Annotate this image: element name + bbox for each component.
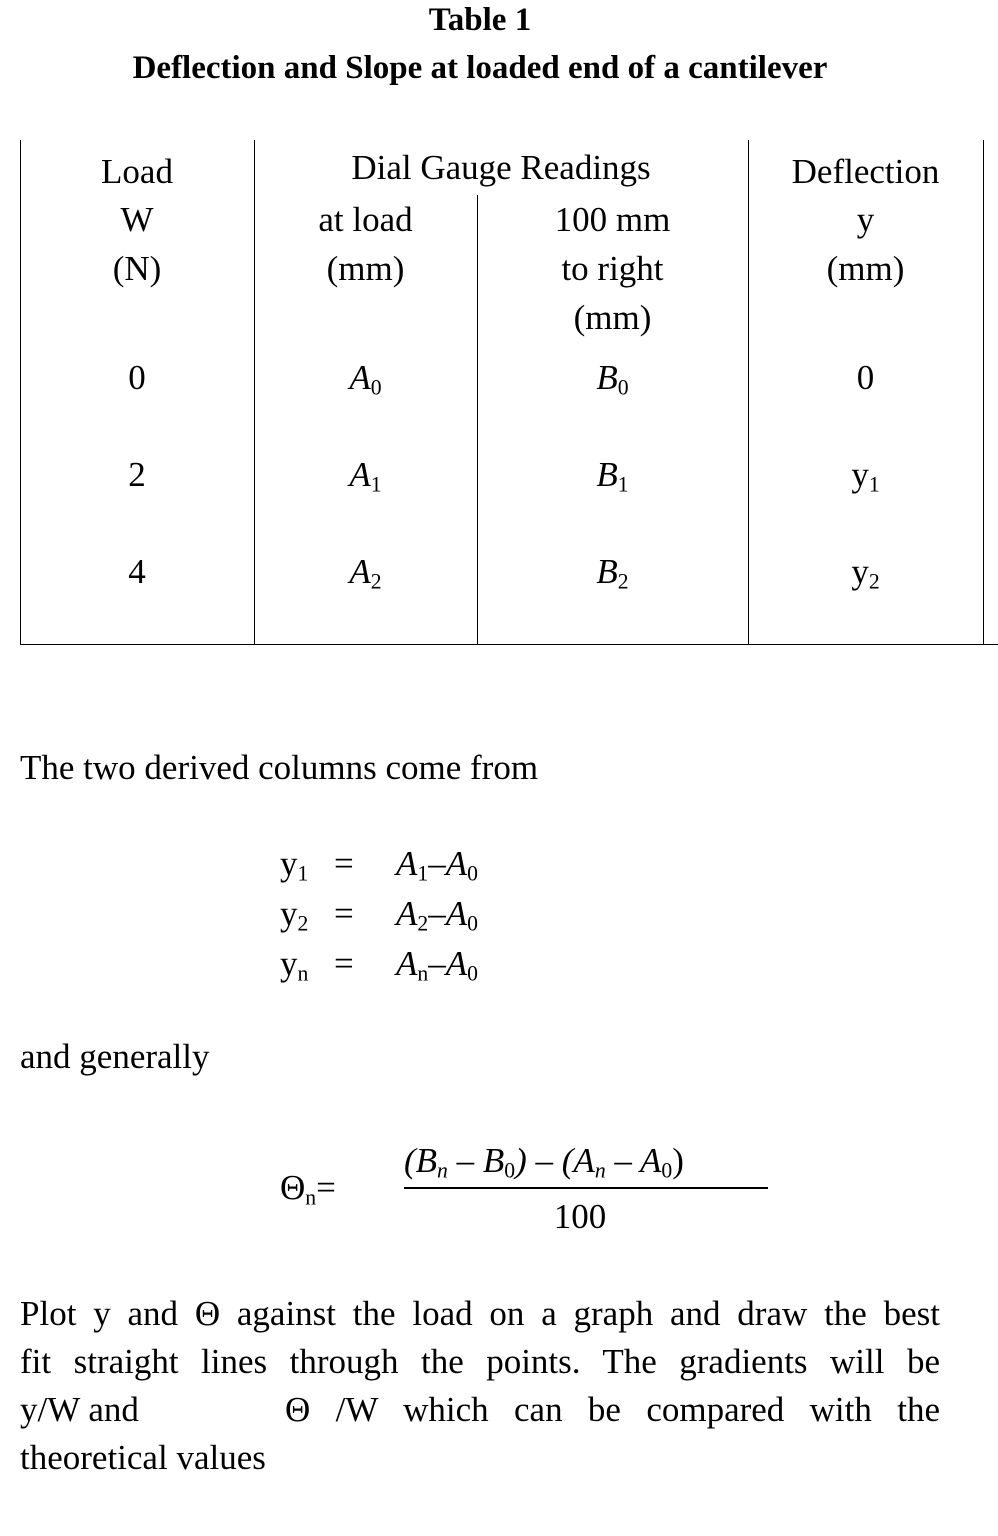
theta-denominator: 100 [553, 1197, 607, 1236]
fraction-bar [404, 1187, 768, 1189]
row-1-deflection: $y_1$ [851, 455, 880, 497]
table-border-right [983, 140, 984, 645]
header-right-label: to right [561, 249, 664, 288]
theta-numerator: $(B_n - B_0) - (A_n - A_0)$ [404, 1141, 684, 1183]
equation-y2: $y_2$ = $A_2-A_0$ [280, 894, 478, 936]
conclusion-line-3a: y/W and [20, 1390, 139, 1429]
header-load-symbol: W [120, 200, 154, 239]
conclusion-line-2: fit straight lines through the points. The gradients will be [20, 1342, 940, 1381]
row-2-at-load: $A_2$ [349, 552, 382, 594]
conclusion-line-4: theoretical values [20, 1438, 266, 1477]
row-2-right: $B_2$ [596, 552, 629, 594]
row-2-deflection: $y_2$ [851, 552, 880, 594]
table-subtitle: Deflection and Slope at loaded end of a cantilever [132, 50, 828, 86]
header-at-load-unit: (mm) [326, 249, 405, 288]
general-text: and generally [20, 1037, 210, 1076]
header-right-distance: 100 mm [554, 200, 671, 239]
conclusion-line-3 [20, 1386, 940, 1434]
header-deflection-symbol: y [856, 200, 875, 239]
header-dial-gauge: Dial Gauge Readings [351, 148, 651, 187]
row-0-load: 0 [128, 358, 146, 397]
theta-lhs: $\Theta_n=$ [280, 1168, 336, 1210]
conclusion-paragraph [20, 1290, 940, 1482]
row-0-at-load: $A_0$ [349, 358, 382, 400]
header-deflection: Deflection [791, 152, 940, 191]
row-0-right: $B_0$ [596, 358, 629, 400]
header-right-unit: (mm) [573, 298, 652, 337]
table-border-bottom [20, 644, 998, 645]
row-1-at-load: $A_1$ [349, 455, 382, 497]
header-load-title: Load [101, 152, 173, 191]
header-at-load: at load [318, 200, 413, 239]
row-1-right: $B_1$ [596, 455, 629, 497]
row-2-load: 4 [128, 552, 146, 591]
conclusion-line-1: Plot y and Θ against the load on a graph and draw the best [20, 1294, 940, 1333]
header-load-unit: (N) [112, 249, 162, 288]
header-deflection-unit: (mm) [826, 249, 905, 288]
row-1-load: 2 [128, 455, 146, 494]
intro-text: The two derived columns come from [20, 748, 539, 787]
equation-yn: $y_n$ = $A_n-A_0$ [280, 944, 478, 986]
row-0-deflection: 0 [856, 358, 875, 397]
table-title: Table 1 [428, 2, 532, 38]
equation-y1: $y_1$ = $A_1-A_0$ [280, 844, 478, 886]
conclusion-line-3b: Θ /W which can be compared with the [285, 1390, 940, 1429]
